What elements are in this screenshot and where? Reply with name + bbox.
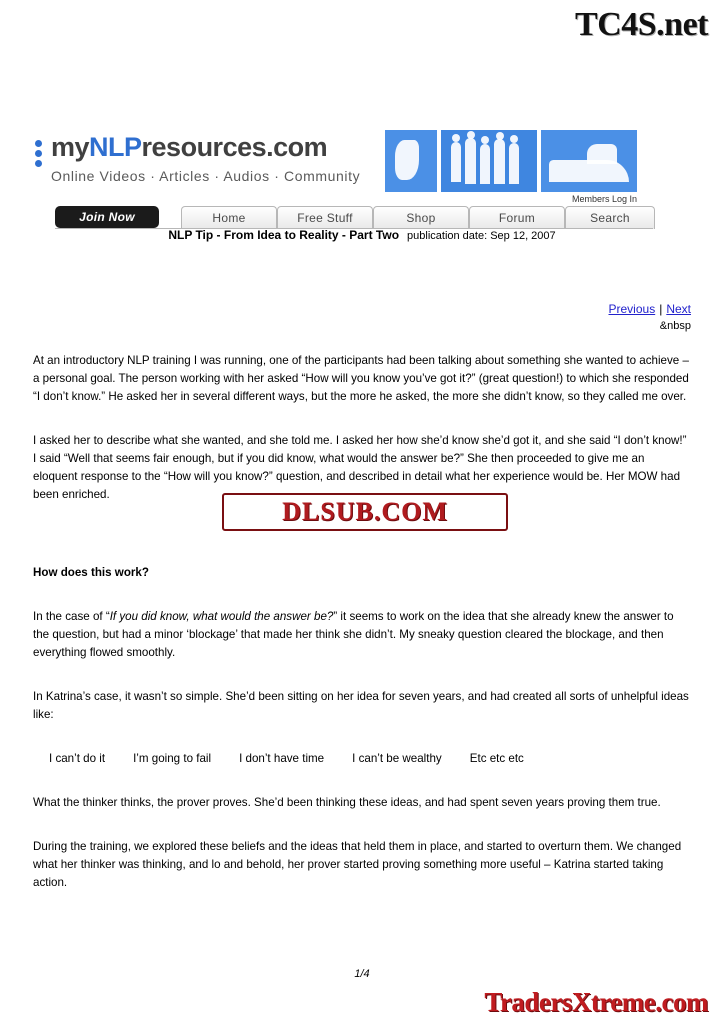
logo-text-pre: my [51,132,90,162]
center-watermark: DLSUB.COM [222,493,508,531]
top-watermark: TC4S.net [575,6,708,43]
pager-separator: | [659,302,663,316]
logo-text-post: resources.com [141,132,328,162]
logo-tagline: Online Videos · Articles · Audios · Community [51,168,361,184]
paragraph-2: I asked her to describe what she wanted, and she told me. I asked her how she’d know she’d got it, and she said “I don’t know!” I said “Well that seems fair enough, but if you did know, what would the answer be?” She then proceeded to give me an eloquent response to the “How will you know?” question, and described in detail what her experience would be. Her MOW had been enriched. [33,434,687,501]
publication-date: publication date: Sep 12, 2007 [407,230,556,242]
list-item: I can’t be wealthy [352,752,442,765]
belief-list [33,750,691,768]
page-title: NLP Tip - From Idea to Reality - Part Two [168,228,400,242]
primary-nav [33,206,637,230]
nav-tab-join-now[interactable]: Join Now [55,206,159,228]
logo-text [51,132,327,163]
nbsp-text: &nbsp [659,320,691,332]
nav-tab-forum[interactable]: Forum [469,206,565,229]
article-body [33,352,691,918]
list-item: Etc etc etc [469,752,524,765]
page-number: 1/4 [354,968,370,980]
paragraph-3-pre: In the case of “ [33,610,110,623]
body-spacer [33,530,691,564]
list-item: I’m going to fail [133,752,212,765]
section-heading: How does this work? [33,566,149,579]
paragraph-3-post: ” it seems to work on the idea that she already knew the answer to the question, but had a minor ‘blockage’ that made her think she didn’t. My sneaky question cleared the blockage, and then everything flowed smoothly. [33,610,674,659]
paragraph-5: What the thinker thinks, the prover proves. She’d been thinking these ideas, and had spent seven years proving them true. [33,796,661,809]
next-link[interactable]: Next [666,302,691,316]
members-login-link[interactable]: Members Log In [571,194,637,204]
banner-image-landscape [541,130,637,192]
nav-tab-search[interactable]: Search [565,206,655,229]
site-logo[interactable] [33,128,381,196]
nav-tab-shop[interactable]: Shop [373,206,469,229]
paragraph-4: In Katrina’s case, it wasn’t so simple. She’d been sitting on her idea for seven years, and had created all sorts of unhelpful ideas like: [33,690,689,721]
site-header [33,128,637,238]
paragraph-3-italic: If you did know, what would the answer be? [109,610,334,623]
nav-tab-home[interactable]: Home [181,206,277,229]
paragraph-1: At an introductory NLP training I was running, one of the participants had been talking about something she wanted to achieve – a personal goal. The person working with her asked “How will you know you’ve got it?” (great question!) to which she responded “I don’t know.” He asked her in several different ways, but the more he asked, the more she didn’t know, so they called me over. [33,354,689,403]
paragraph-3 [33,608,691,662]
nav-tab-free-stuff[interactable]: Free Stuff [277,206,373,229]
logo-dots-icon [35,140,47,166]
list-item: I don’t have time [239,752,325,765]
previous-link[interactable]: Previous [608,302,656,316]
banner-images [385,130,637,194]
paragraph-6: During the training, we explored these beliefs and the ideas that held them in place, and started to overturn them. We changed what her thinker was thinking, and lo and behold, her prover started proving something more useful – Katrina started taking action. [33,840,682,889]
article-header [0,228,724,242]
pager [609,302,692,316]
logo-text-mid: NLP [89,132,142,162]
banner-image-map [385,130,437,192]
banner-image-people [441,130,537,192]
list-item: I can’t do it [49,752,106,765]
footer-watermark: TradersXtreme.com [484,987,708,1017]
